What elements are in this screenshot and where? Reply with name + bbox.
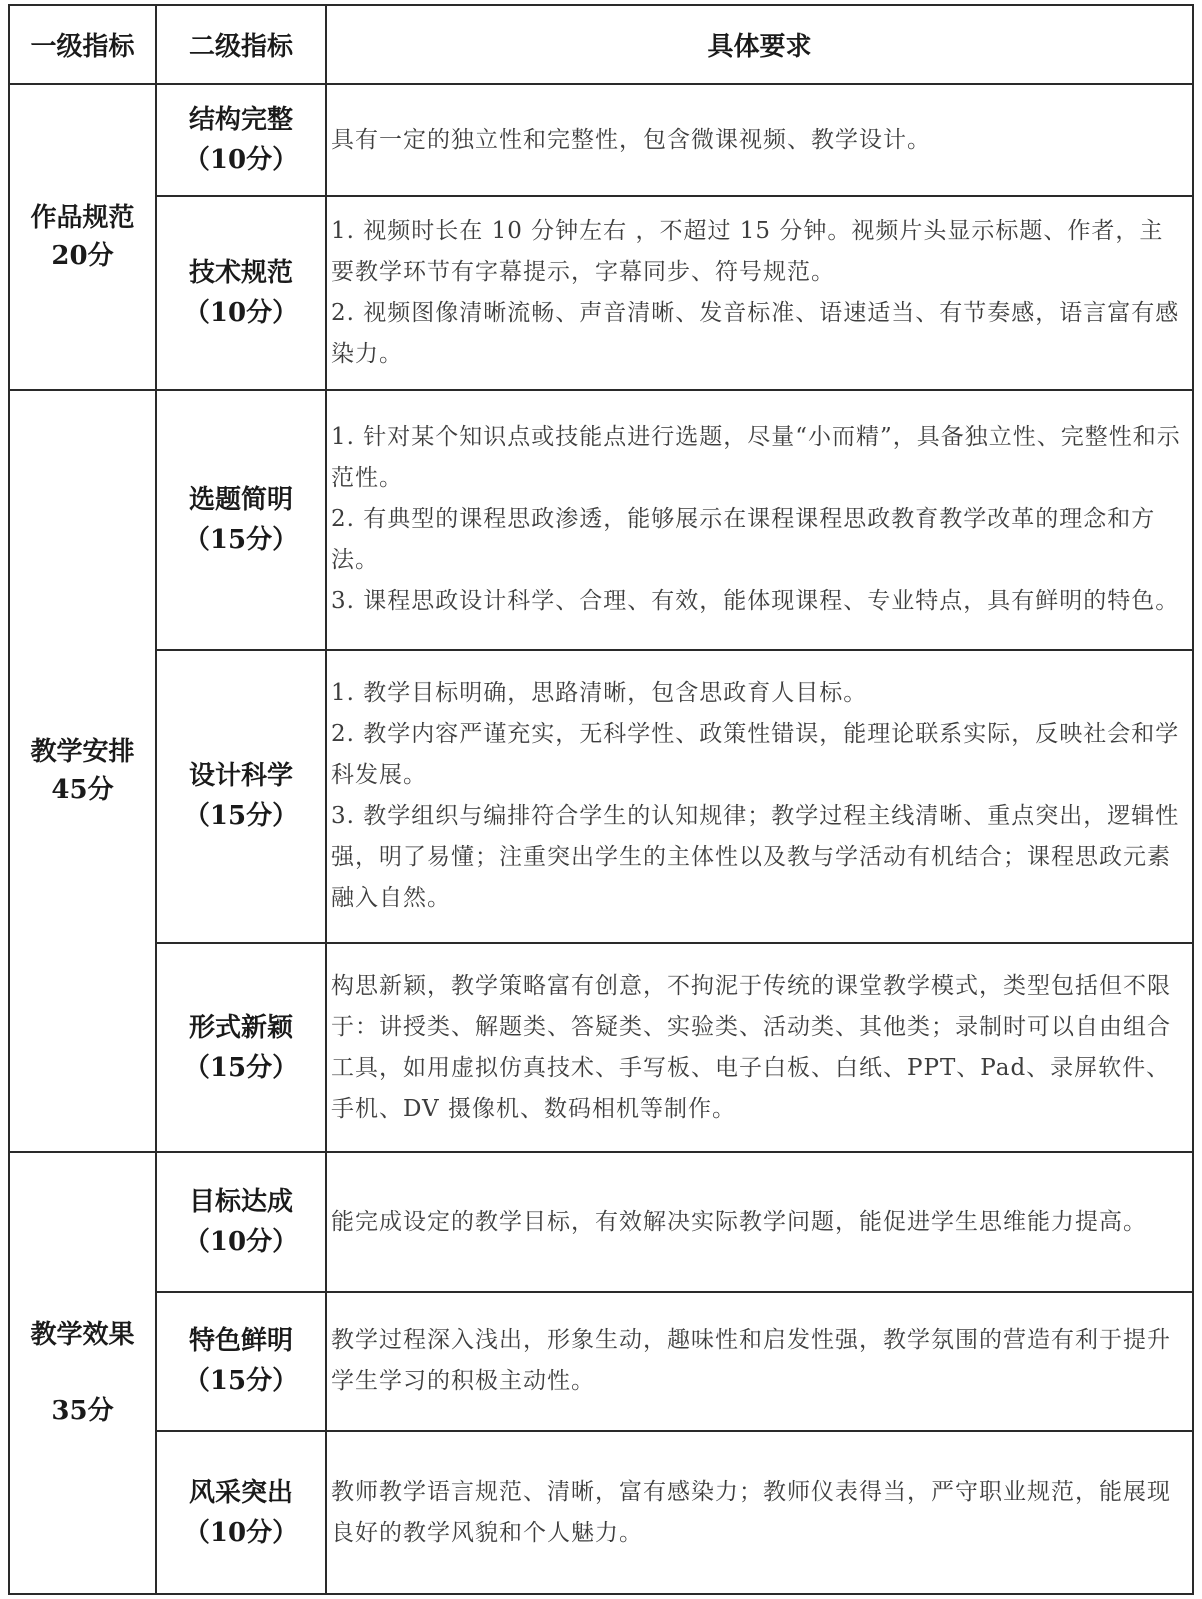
requirement-cell [326,196,1193,389]
table-row [9,943,1193,1153]
table-row [9,196,1193,389]
requirement-text: 2. 教学内容严谨充实，无科学性、政策性错误，能理论联系实际，反映社会和学科发展。 [331,721,1180,789]
level2-score: （15分） [183,1366,299,1397]
requirement-text: 1. 针对某个知识点或技能点进行选题，尽量“小而精”，具备独立性、完整性和示范性。 [331,424,1181,492]
requirement-text: 3. 教学组织与编排符合学生的认知规律；教学过程主线清晰、重点突出，逻辑性强，明了易懂；注重突出学生的主体性以及教与学活动有机结合；课程思政元素融入自然。 [331,803,1180,912]
level1-cell [9,390,156,1153]
level2-name: 设计科学 [188,761,293,792]
requirement-text: 构思新颖，教学策略富有创意，不拘泥于传统的课堂教学模式，类型包括但不限于：讲授类、解题类、答疑类、实验类、活动类、其他类；录制时可以自由组合工具，如用虚拟仿真技术、手写板、电子白板、白纸、PPT、Pad、录屏软件、手机、DV 摄像机、数码相机等制作。 [331,972,1171,1122]
level2-score: （10分） [183,145,299,176]
level2-name: 选题简明 [188,484,293,515]
header-level1: 一级指标 [9,5,156,84]
requirement-cell [326,943,1193,1153]
level1-score: 35分 [51,1396,114,1427]
requirement-text: 2. 有典型的课程思政渗透，能够展示在课程课程思政教育教学改革的理念和方法。 [331,506,1156,574]
table-row [9,84,1193,196]
requirement-cell [326,84,1193,196]
rubric-table [8,4,1194,1595]
level2-name: 结构完整 [188,105,293,136]
level2-score: （10分） [183,297,299,328]
header-row [9,5,1193,84]
requirement-text: 教师教学语言规范、清晰，富有感染力；教师仪表得当，严守职业规范，能展现良好的教学风貌和个人魅力。 [331,1478,1171,1546]
requirement-cell [326,390,1193,650]
level2-score: （15分） [183,801,299,832]
level2-cell [156,84,326,196]
requirement-text: 1. 视频时长在 10 分钟左右 ，不超过 15 分钟。视频片头显示标题、作者，主要教学环节有字幕提示，字幕同步、符号规范。 [331,217,1164,285]
header-requirements: 具体要求 [326,5,1193,84]
level2-name: 技术规范 [188,257,293,288]
level2-score: （10分） [183,1517,299,1548]
requirement-text: 1. 教学目标明确，思路清晰，包含思政育人目标。 [331,680,868,707]
level2-cell [156,1431,326,1594]
level2-cell [156,1292,326,1431]
level2-score: （10分） [183,1227,299,1258]
requirement-cell [326,1431,1193,1594]
level2-cell [156,650,326,943]
requirement-cell [326,650,1193,943]
level2-name: 特色鲜明 [188,1326,293,1357]
level1-cell [9,1152,156,1594]
level2-score: （15分） [183,524,299,555]
level2-name: 风采突出 [188,1477,293,1508]
requirement-text: 能完成设定的教学目标，有效解决实际教学问题，能促进学生思维能力提高。 [331,1208,1147,1235]
table-row [9,1431,1193,1594]
requirement-cell [326,1152,1193,1291]
table-row [9,1292,1193,1431]
level2-name: 目标达成 [188,1187,293,1218]
requirement-text: 具有一定的独立性和完整性，包含微课视频、教学设计。 [331,126,931,153]
level2-cell [156,943,326,1153]
level1-score: 45分 [51,774,114,805]
requirement-cell [326,1292,1193,1431]
level2-cell [156,390,326,650]
level2-cell [156,196,326,389]
level1-name: 作品规范 [30,202,135,233]
requirement-text: 教学过程深入浅出，形象生动，趣味性和启发性强，教学氛围的营造有利于提升学生学习的积极主动性。 [331,1327,1171,1395]
level1-name: 教学效果 [30,1320,135,1351]
level1-cell [9,84,156,389]
requirement-text: 2. 视频图像清晰流畅、声音清晰、发音标准、语速适当、有节奏感，语言富有感染力。 [331,299,1180,367]
level2-name: 形式新颖 [188,1012,293,1043]
requirement-text: 3. 课程思政设计科学、合理、有效，能体现课程、专业特点，具有鲜明的特色。 [331,588,1180,615]
table-row [9,390,1193,650]
level2-score: （15分） [183,1052,299,1083]
level1-score: 20分 [51,240,114,271]
table-row [9,1152,1193,1291]
table-row [9,650,1193,943]
level1-name: 教学安排 [30,736,135,767]
header-level2: 二级指标 [156,5,326,84]
level2-cell [156,1152,326,1291]
